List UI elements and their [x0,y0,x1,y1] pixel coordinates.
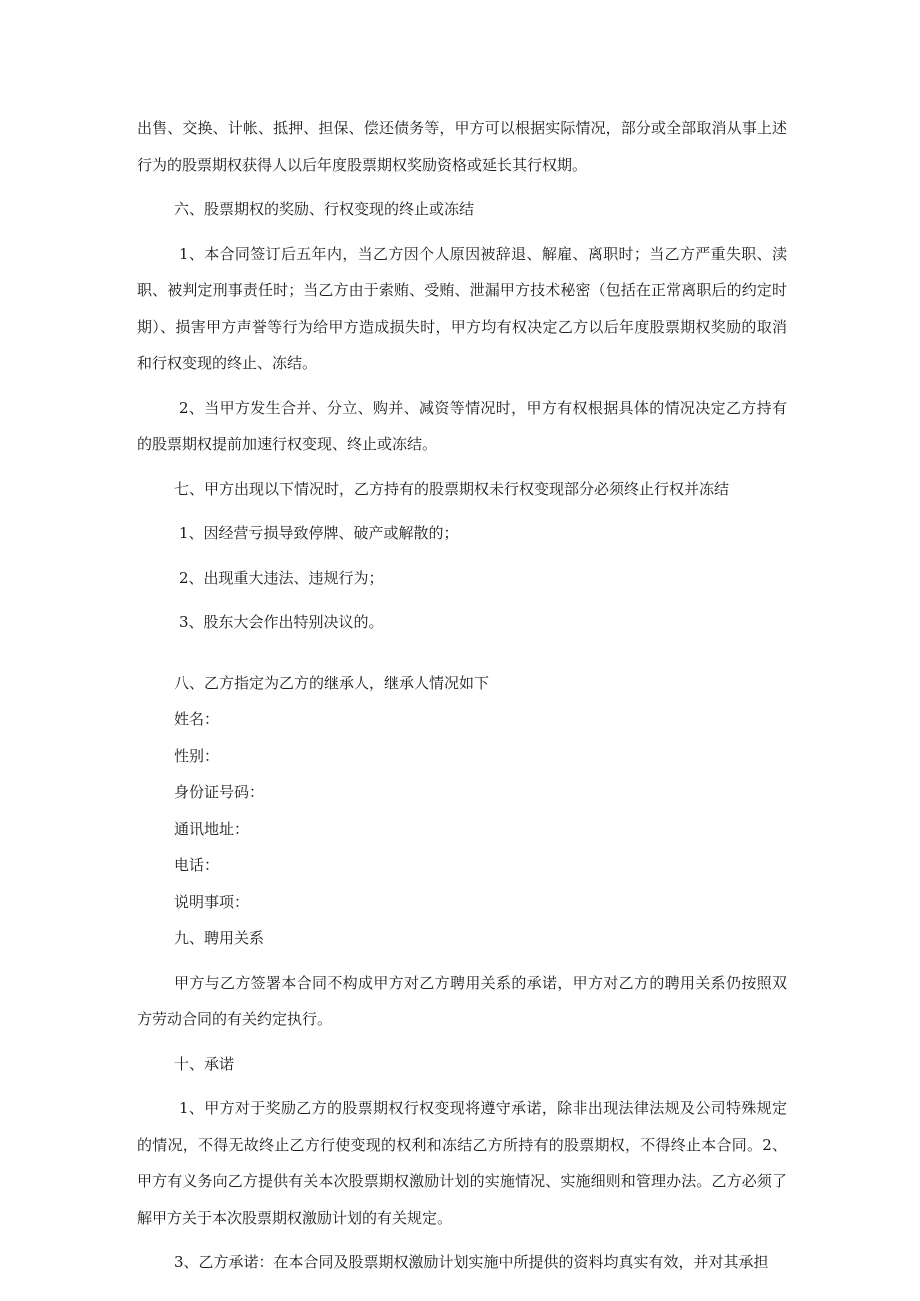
clause-7-1: 1、因经营亏损导致停牌、破产或解散的； [179,524,459,542]
section-heading-7: 七、甲方出现以下情况时，乙方持有的股票期权未行权变现部分必须终止行权并冻结 [174,479,730,498]
section-heading-6: 六、股票期权的奖励、行权变现的终止或冻结 [174,200,475,218]
heir-notes-field: 说明事项： [174,892,250,911]
clause-10-3: 3、乙方承诺：在本合同及股票期权激励计划实施中所提供的资料均真实有效，并对其承担 [174,1253,769,1271]
clause-6-1: 1、本合同签订后五年内，当乙方因个人原因被辞退、解雇、离职时；当乙方严重失职、渎职、被判定刑事责任时；当乙方由于索贿、受贿、泄漏甲方技术秘密（包括在正常离职后的约定时期）、损害甲方声誉等行为给甲方造成损失时，甲方均有权决定乙方以后年度股票期权奖励的取消和行权变现的终止、冻结。 [137,244,787,372]
heir-phone-field: 电话： [174,856,220,874]
clause-9: 甲方与乙方签署本合同不构成甲方对乙方聘用关系的承诺，甲方对乙方的聘用关系仍按照双方劳动合同的有关约定执行。 [137,973,787,1028]
contract-body [137,110,787,1281]
clause-7-2: 2、出现重大违法、违规行为； [179,568,384,587]
heir-id-field: 身份证号码： [174,783,265,801]
heir-name-field: 姓名： [174,710,220,728]
clause-6-2: 2、当甲方发生合并、分立、购并、减资等情况时，甲方有权根据具体的情况决定乙方持有的股票期权提前加速行权变现、终止或冻结。 [137,398,787,453]
section-heading-10: 十、承诺 [174,1054,235,1073]
heir-gender-field: 性别： [174,746,220,765]
clause-10-1: 1、甲方对于奖励乙方的股票期权行权变现将遵守承诺，除非出现法律法规及公司特殊规定的情况，不得无故终止乙方行使变现的权利和冻结乙方所持有的股票期权，不得终止本合同。2、甲方有义务向乙方提供有关本次股票期权激励计划的实施情况、实施细则和管理办法。乙方必须了解甲方关于本次股票期权激励计划的有关规定。 [137,1099,787,1227]
section-heading-8: 八、乙方指定为乙方的继承人，继承人情况如下 [174,673,490,692]
section-heading-9: 九、聘用关系 [174,929,265,947]
heir-address-field: 通讯地址： [174,819,250,838]
paragraph-continuation: 出售、交换、计帐、抵押、担保、偿还债务等，甲方可以根据实际情况，部分或全部取消从事上述行为的股票期权获得人以后年度股票期权奖励资格或延长其行权期。 [137,119,787,174]
clause-7-3: 3、股东大会作出特别决议的。 [179,613,384,631]
